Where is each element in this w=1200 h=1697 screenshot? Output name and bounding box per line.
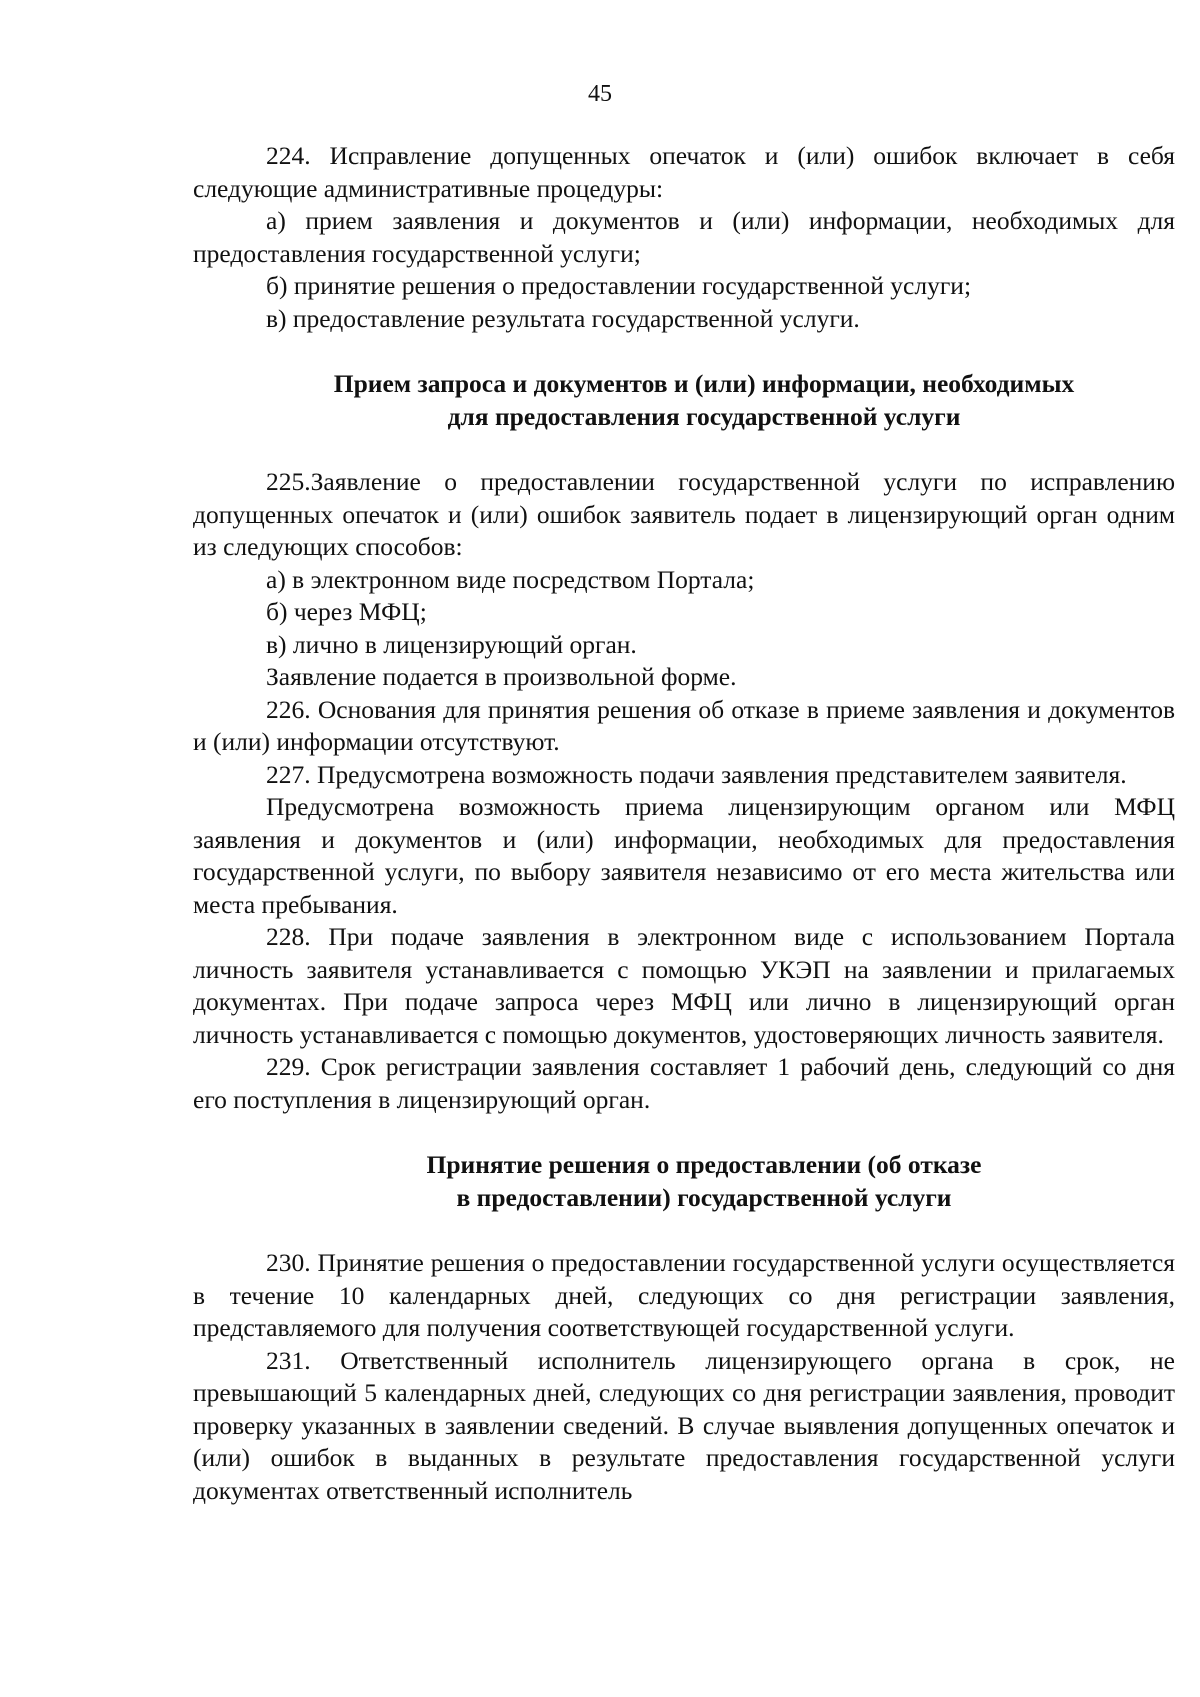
section-heading-decision-line1: Принятие решения о предоставлении (об отказе	[426, 1150, 982, 1179]
paragraph-229: 229. Срок регистрации заявления составляет 1 рабочий день, следующий со дня его поступления в лицензирующий орган.	[193, 1052, 1175, 1114]
paragraph-225: 225.Заявление о предоставлении государственной услуги по исправлению допущенных опечаток и (или) ошибок заявитель подает в лицензирующий орган одним из следующих способов:	[193, 467, 1175, 561]
paragraph-227: 227. Предусмотрена возможность подачи заявления представителем заявителя.	[266, 759, 1127, 789]
section-heading-decision	[193, 1149, 1175, 1214]
paragraph-224-b: б) принятие решения о предоставлении государственной услуги;	[266, 271, 972, 300]
paragraph-225-a: а) в электронном виде посредством Портала;	[266, 564, 755, 594]
paragraph-228: 228. При подаче заявления в электронном виде с использованием Портала личность заявителя устанавливается с помощью УКЭП на заявлении и прилагаемых документах. При подаче запроса через МФЦ или лично в лицензирующий орган личность устанавливается с помощью документов, удостоверяющих личность заявителя.	[193, 922, 1175, 1049]
paragraph-230: 230. Принятие решения о предоставлении государственной услуги осуществляется в течение 10 календарных дней, следующих со дня регистрации заявления, представляемого для получения соответствующей государственной услуги.	[193, 1248, 1175, 1342]
paragraph-227-second: Предусмотрена возможность приема лицензирующим органом или МФЦ заявления и документов и (или) информации, необходимых для предоставления государственной услуги, по выбору заявителя независимо от его места жительства или места пребывания.	[193, 792, 1175, 919]
paragraph-224: 224. Исправление допущенных опечаток и (или) ошибок включает в себя следующие административные процедуры:	[193, 141, 1175, 203]
paragraph-226: 226. Основания для принятия решения об отказе в приеме заявления и документов и (или) информации отсутствуют.	[193, 694, 1175, 756]
paragraph-224-a: а) прием заявления и документов и (или) информации, необходимых для предоставления государственной услуги;	[193, 206, 1175, 268]
section-heading-request	[193, 368, 1175, 433]
paragraph-225-b: б) через МФЦ;	[266, 597, 427, 626]
paragraph-225-note: Заявление подается в произвольной форме.	[266, 662, 737, 691]
section-heading-decision-line2: в предоставлении) государственной услуги	[456, 1182, 952, 1212]
section-heading-request-line1: Прием запроса и документов и (или) информации, необходимых	[333, 369, 1075, 398]
paragraph-225-c: в) лично в лицензирующий орган.	[266, 629, 637, 659]
paragraph-224-c: в) предоставление результата государственной услуги.	[266, 303, 860, 333]
document-body	[193, 140, 1175, 1507]
paragraph-231: 231. Ответственный исполнитель лицензирующего органа в срок, не превышающий 5 календарных дней, следующих со дня регистрации заявления, проводит проверку указанных в заявлении сведений. В случае выявления допущенных опечаток и (или) ошибок в выданных в результате предоставления государственной услуги документах ответственный исполнитель	[193, 1345, 1175, 1505]
page-number: 45	[588, 81, 612, 107]
section-heading-request-line2: для предоставления государственной услуги	[447, 401, 961, 431]
